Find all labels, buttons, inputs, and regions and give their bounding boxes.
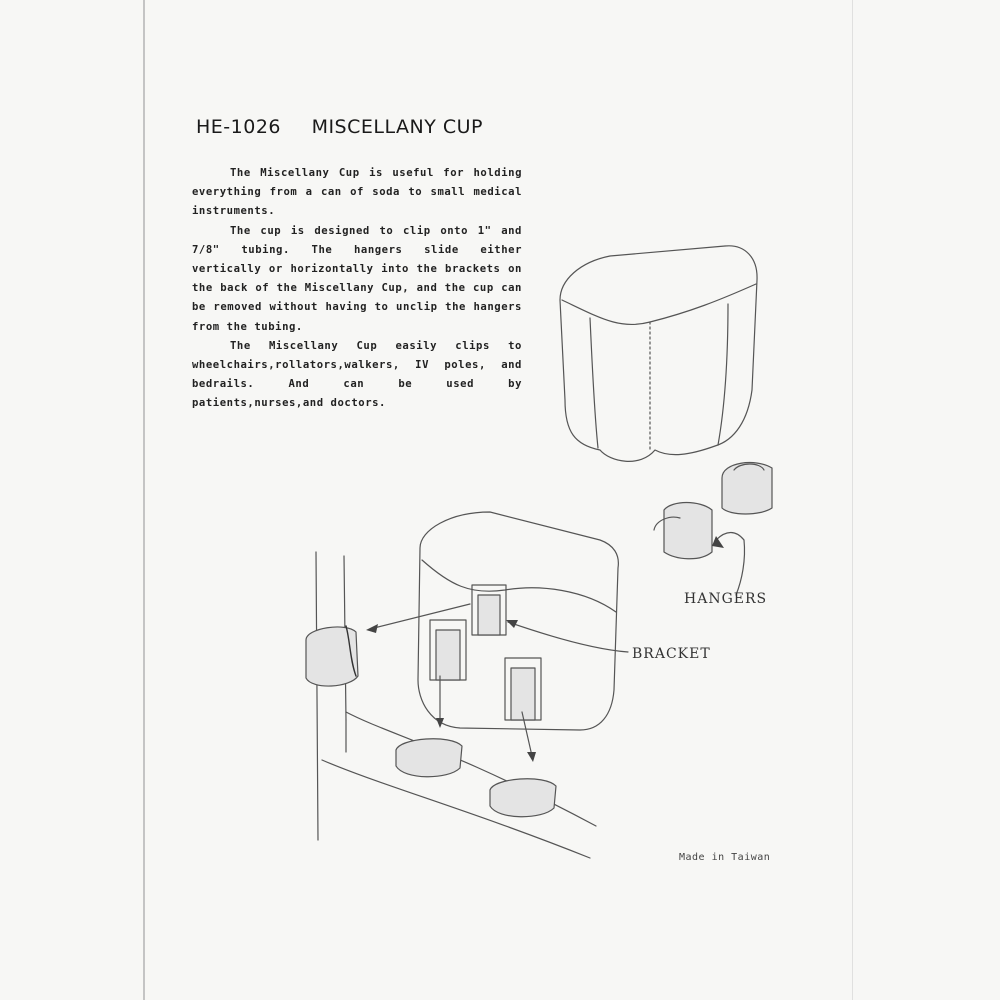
- hangers-drawing: [654, 463, 772, 595]
- tubing-hangers-drawing: [396, 739, 556, 817]
- model-number: HE-1026: [196, 116, 282, 138]
- pole-hanger-drawing: [306, 626, 358, 686]
- tubing-drawing: [316, 552, 596, 858]
- cup-rear-drawing: [418, 512, 618, 730]
- bracket-label: BRACKET: [632, 646, 711, 662]
- cup-front-drawing: [560, 246, 757, 462]
- product-name: MISCELLANY CUP: [311, 116, 483, 138]
- made-in-note: Made in Taiwan: [679, 852, 771, 863]
- paragraph-3: The Miscellany Cup easily clips to wheelchairs,rollators,walkers, IV poles, and bedrails. And can be used by patients,nurses,and doctors.: [192, 339, 522, 410]
- paragraph-2: The cup is designed to clip onto 1" and 7/8" tubing. The hangers slide either vertically or horizontally into the brackets on the back of the Miscellany Cup, and the cup can be removed without having to unclip the hangers from the tubing.: [192, 224, 522, 333]
- hangers-label: HANGERS: [684, 591, 768, 607]
- paragraph-1: The Miscellany Cup is useful for holding everything from a can of soda to small medical instruments.: [192, 167, 522, 218]
